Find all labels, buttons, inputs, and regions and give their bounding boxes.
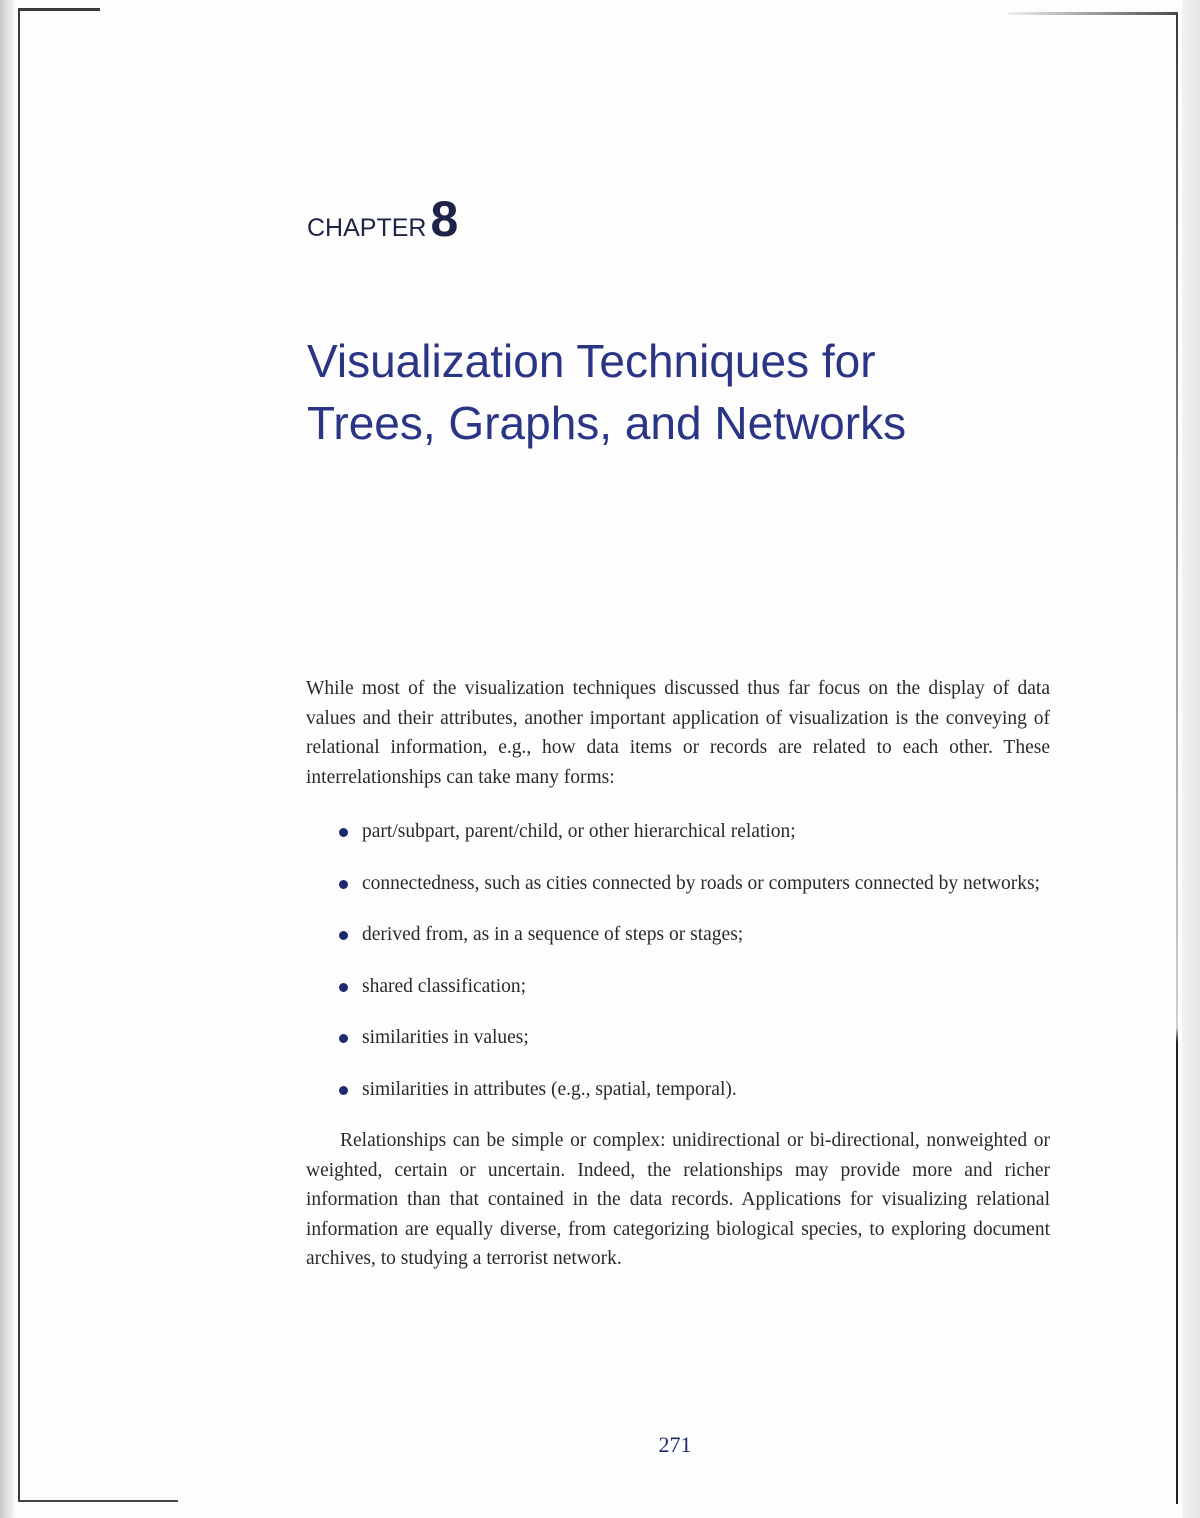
relation-forms-list	[306, 817, 1050, 1104]
scan-left-border	[18, 10, 20, 1500]
list-item-text: shared classification;	[362, 975, 527, 997]
body-text	[306, 674, 1050, 1274]
scan-bottom-border	[18, 1500, 178, 1502]
list-item	[306, 972, 1050, 1002]
list-item-text: similarities in values;	[362, 1027, 529, 1048]
list-item-text: derived from, as in a sequence of steps or stages;	[362, 924, 744, 945]
list-item-text: part/subpart, parent/child, or other hierarchical relation;	[362, 821, 796, 842]
bullet-icon	[339, 828, 348, 837]
bullet-icon	[339, 1086, 348, 1095]
scan-top-left-corner	[18, 8, 100, 11]
closing-paragraph: Relationships can be simple or complex: unidirectional or bi-directional, nonweighted or weighted, certain or uncertain. Indeed, the relationships may provide more and richer information than that contained in the data records. Applications for visualizing relational information are equally diverse, from categorizing biological species, to exploring document archives, to studying a terrorist network.	[306, 1130, 1050, 1269]
list-item-text: similarities in attributes (e.g., spatial, temporal).	[362, 1078, 737, 1100]
list-item	[306, 817, 1050, 847]
scan-top-right-corner	[1008, 12, 1178, 15]
scan-right-border	[1176, 14, 1178, 1504]
scan-right-shadow	[1182, 0, 1200, 1518]
bullet-icon	[339, 1034, 348, 1043]
chapter-title-line-2: Trees, Graphs, and Networks	[307, 397, 907, 449]
bullet-icon	[339, 983, 348, 992]
chapter-word: CHAPTER	[307, 214, 427, 242]
bullet-icon	[339, 931, 348, 940]
list-item	[306, 920, 1050, 950]
scan-left-shadow	[0, 0, 14, 1518]
intro-paragraph: While most of the visualization techniques discussed thus far focus on the display of data values and their attributes, another important application of visualization is the conveying of relational information, e.g., how data items or records are related to each other. These interrelationships can take many forms:	[306, 678, 1050, 788]
list-item	[306, 1023, 1050, 1053]
list-item-text: connectedness, such as cities connected by roads or computers connected by networks;	[362, 872, 1040, 894]
chapter-label	[307, 190, 458, 248]
list-item	[306, 1075, 1050, 1105]
bullet-icon	[339, 880, 348, 889]
chapter-title-line-1: Visualization Techniques for	[307, 335, 876, 387]
list-item	[306, 869, 1050, 899]
page-number: 271	[658, 1432, 692, 1457]
chapter-number: 8	[430, 191, 459, 247]
chapter-title	[307, 330, 906, 454]
